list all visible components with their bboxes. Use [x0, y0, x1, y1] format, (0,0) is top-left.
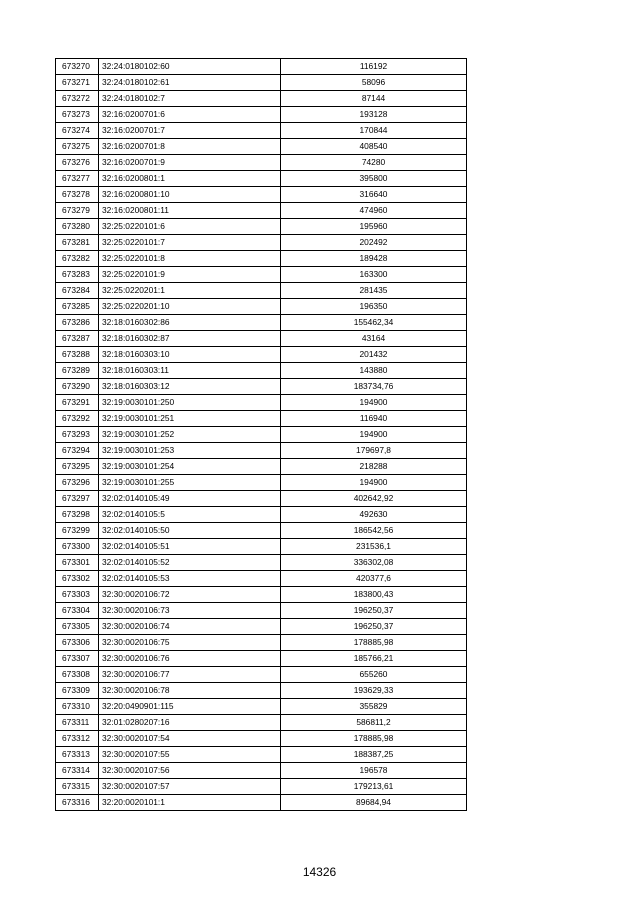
value-cell: 189428 [281, 251, 467, 267]
row-id-cell: 673291 [56, 395, 99, 411]
table-row [56, 619, 467, 635]
row-id-cell: 673278 [56, 187, 99, 203]
row-id-cell: 673280 [56, 219, 99, 235]
table-row [56, 683, 467, 699]
table-row [56, 587, 467, 603]
table-body [56, 59, 467, 811]
table-row [56, 571, 467, 587]
row-id-cell: 673274 [56, 123, 99, 139]
table-row [56, 411, 467, 427]
value-cell: 185766,21 [281, 651, 467, 667]
cadastral-number-cell: 32:19:0030101:250 [99, 395, 281, 411]
row-id-cell: 673298 [56, 507, 99, 523]
cadastral-number-cell: 32:30:0020107:56 [99, 763, 281, 779]
table-row [56, 795, 467, 811]
row-id-cell: 673304 [56, 603, 99, 619]
cadastral-number-cell: 32:02:0140105:53 [99, 571, 281, 587]
value-cell: 395800 [281, 171, 467, 187]
table-row [56, 299, 467, 315]
value-cell: 492630 [281, 507, 467, 523]
value-cell: 201432 [281, 347, 467, 363]
cadastral-number-cell: 32:30:0020106:78 [99, 683, 281, 699]
cadastral-value-table [55, 58, 467, 811]
table-row [56, 763, 467, 779]
table-row [56, 603, 467, 619]
value-cell: 193128 [281, 107, 467, 123]
value-cell: 196578 [281, 763, 467, 779]
value-cell: 183800,43 [281, 587, 467, 603]
table-row [56, 267, 467, 283]
table-row [56, 427, 467, 443]
value-cell: 179213,61 [281, 779, 467, 795]
cadastral-number-cell: 32:30:0020107:54 [99, 731, 281, 747]
cadastral-number-cell: 32:25:0220201:1 [99, 283, 281, 299]
cadastral-number-cell: 32:02:0140105:49 [99, 491, 281, 507]
row-id-cell: 673300 [56, 539, 99, 555]
row-id-cell: 673284 [56, 283, 99, 299]
row-id-cell: 673296 [56, 475, 99, 491]
table-row [56, 219, 467, 235]
cadastral-number-cell: 32:18:0160302:87 [99, 331, 281, 347]
table-row [56, 443, 467, 459]
cadastral-number-cell: 32:30:0020106:75 [99, 635, 281, 651]
value-cell: 402642,92 [281, 491, 467, 507]
cadastral-number-cell: 32:02:0140105:51 [99, 539, 281, 555]
value-cell: 74280 [281, 155, 467, 171]
row-id-cell: 673294 [56, 443, 99, 459]
table-row [56, 155, 467, 171]
table-row [56, 203, 467, 219]
value-cell: 163300 [281, 267, 467, 283]
row-id-cell: 673283 [56, 267, 99, 283]
row-id-cell: 673275 [56, 139, 99, 155]
row-id-cell: 673303 [56, 587, 99, 603]
value-cell: 194900 [281, 475, 467, 491]
row-id-cell: 673308 [56, 667, 99, 683]
table-row [56, 107, 467, 123]
cadastral-number-cell: 32:25:0220101:6 [99, 219, 281, 235]
value-cell: 420377,6 [281, 571, 467, 587]
row-id-cell: 673281 [56, 235, 99, 251]
table-row [56, 555, 467, 571]
value-cell: 586811,2 [281, 715, 467, 731]
table-row [56, 491, 467, 507]
table-row [56, 347, 467, 363]
table-row [56, 187, 467, 203]
table-row [56, 363, 467, 379]
cadastral-number-cell: 32:19:0030101:254 [99, 459, 281, 475]
row-id-cell: 673295 [56, 459, 99, 475]
cadastral-number-cell: 32:18:0160303:12 [99, 379, 281, 395]
value-cell: 655260 [281, 667, 467, 683]
cadastral-number-cell: 32:25:0220201:10 [99, 299, 281, 315]
value-cell: 355829 [281, 699, 467, 715]
cadastral-number-cell: 32:18:0160303:10 [99, 347, 281, 363]
value-cell: 116192 [281, 59, 467, 75]
value-cell: 202492 [281, 235, 467, 251]
row-id-cell: 673289 [56, 363, 99, 379]
value-cell: 43164 [281, 331, 467, 347]
cadastral-number-cell: 32:30:0020106:74 [99, 619, 281, 635]
table-row [56, 91, 467, 107]
value-cell: 336302,08 [281, 555, 467, 571]
table-row [56, 331, 467, 347]
table-row [56, 715, 467, 731]
row-id-cell: 673310 [56, 699, 99, 715]
value-cell: 316640 [281, 187, 467, 203]
table-row [56, 139, 467, 155]
page-number: 14326 [302, 865, 337, 879]
row-id-cell: 673285 [56, 299, 99, 315]
value-cell: 116940 [281, 411, 467, 427]
cadastral-number-cell: 32:02:0140105:52 [99, 555, 281, 571]
table-row [56, 699, 467, 715]
table-row [56, 75, 467, 91]
value-cell: 218288 [281, 459, 467, 475]
cadastral-number-cell: 32:20:0020101:1 [99, 795, 281, 811]
table-row [56, 747, 467, 763]
table-row [56, 395, 467, 411]
value-cell: 170844 [281, 123, 467, 139]
value-cell: 178885,98 [281, 731, 467, 747]
cadastral-number-cell: 32:19:0030101:251 [99, 411, 281, 427]
cadastral-number-cell: 32:18:0160303:11 [99, 363, 281, 379]
value-cell: 193629,33 [281, 683, 467, 699]
row-id-cell: 673315 [56, 779, 99, 795]
cadastral-number-cell: 32:16:0200801:10 [99, 187, 281, 203]
row-id-cell: 673287 [56, 331, 99, 347]
row-id-cell: 673307 [56, 651, 99, 667]
value-cell: 196250,37 [281, 603, 467, 619]
value-cell: 408540 [281, 139, 467, 155]
row-id-cell: 673279 [56, 203, 99, 219]
table-row [56, 379, 467, 395]
row-id-cell: 673313 [56, 747, 99, 763]
row-id-cell: 673316 [56, 795, 99, 811]
row-id-cell: 673271 [56, 75, 99, 91]
value-cell: 155462,34 [281, 315, 467, 331]
value-cell: 196250,37 [281, 619, 467, 635]
table-row [56, 635, 467, 651]
row-id-cell: 673292 [56, 411, 99, 427]
row-id-cell: 673309 [56, 683, 99, 699]
table-row [56, 171, 467, 187]
table-row [56, 251, 467, 267]
row-id-cell: 673290 [56, 379, 99, 395]
row-id-cell: 673297 [56, 491, 99, 507]
row-id-cell: 673286 [56, 315, 99, 331]
value-cell: 87144 [281, 91, 467, 107]
cadastral-number-cell: 32:16:0200701:7 [99, 123, 281, 139]
cadastral-number-cell: 32:02:0140105:50 [99, 523, 281, 539]
table-row [56, 459, 467, 475]
cadastral-number-cell: 32:30:0020106:72 [99, 587, 281, 603]
value-cell: 194900 [281, 427, 467, 443]
row-id-cell: 673272 [56, 91, 99, 107]
cadastral-number-cell: 32:16:0200701:8 [99, 139, 281, 155]
table-row [56, 539, 467, 555]
table-row [56, 283, 467, 299]
row-id-cell: 673270 [56, 59, 99, 75]
cadastral-number-cell: 32:16:0200701:6 [99, 107, 281, 123]
table-row [56, 667, 467, 683]
cadastral-number-cell: 32:16:0200801:1 [99, 171, 281, 187]
row-id-cell: 673306 [56, 635, 99, 651]
cadastral-number-cell: 32:19:0030101:253 [99, 443, 281, 459]
cadastral-number-cell: 32:18:0160302:86 [99, 315, 281, 331]
cadastral-number-cell: 32:20:0490901:115 [99, 699, 281, 715]
cadastral-number-cell: 32:25:0220101:7 [99, 235, 281, 251]
cadastral-number-cell: 32:19:0030101:252 [99, 427, 281, 443]
value-cell: 231536,1 [281, 539, 467, 555]
table-row [56, 731, 467, 747]
cadastral-number-cell: 32:16:0200801:11 [99, 203, 281, 219]
table-row [56, 779, 467, 795]
cadastral-number-cell: 32:30:0020107:57 [99, 779, 281, 795]
row-id-cell: 673282 [56, 251, 99, 267]
cadastral-number-cell: 32:24:0180102:7 [99, 91, 281, 107]
cadastral-number-cell: 32:24:0180102:60 [99, 59, 281, 75]
row-id-cell: 673311 [56, 715, 99, 731]
row-id-cell: 673293 [56, 427, 99, 443]
value-cell: 281435 [281, 283, 467, 299]
cadastral-number-cell: 32:24:0180102:61 [99, 75, 281, 91]
cadastral-number-cell: 32:30:0020107:55 [99, 747, 281, 763]
row-id-cell: 673276 [56, 155, 99, 171]
cadastral-number-cell: 32:30:0020106:76 [99, 651, 281, 667]
cadastral-number-cell: 32:25:0220101:8 [99, 251, 281, 267]
table-row [56, 315, 467, 331]
row-id-cell: 673288 [56, 347, 99, 363]
table-row [56, 523, 467, 539]
value-cell: 474960 [281, 203, 467, 219]
value-cell: 143880 [281, 363, 467, 379]
cadastral-number-cell: 32:25:0220101:9 [99, 267, 281, 283]
value-cell: 178885,98 [281, 635, 467, 651]
table-row [56, 123, 467, 139]
row-id-cell: 673277 [56, 171, 99, 187]
cadastral-number-cell: 32:30:0020106:73 [99, 603, 281, 619]
value-cell: 188387,25 [281, 747, 467, 763]
table-row [56, 651, 467, 667]
value-cell: 179697,8 [281, 443, 467, 459]
value-cell: 196350 [281, 299, 467, 315]
row-id-cell: 673312 [56, 731, 99, 747]
cadastral-number-cell: 32:30:0020106:77 [99, 667, 281, 683]
cadastral-number-cell: 32:01:0280207:16 [99, 715, 281, 731]
cadastral-number-cell: 32:19:0030101:255 [99, 475, 281, 491]
row-id-cell: 673301 [56, 555, 99, 571]
row-id-cell: 673299 [56, 523, 99, 539]
row-id-cell: 673273 [56, 107, 99, 123]
cadastral-number-cell: 32:02:0140105:5 [99, 507, 281, 523]
value-cell: 183734,76 [281, 379, 467, 395]
value-cell: 58096 [281, 75, 467, 91]
table-row [56, 59, 467, 75]
value-cell: 89684,94 [281, 795, 467, 811]
cadastral-number-cell: 32:16:0200701:9 [99, 155, 281, 171]
table-row [56, 235, 467, 251]
value-cell: 194900 [281, 395, 467, 411]
row-id-cell: 673305 [56, 619, 99, 635]
table-row [56, 475, 467, 491]
row-id-cell: 673302 [56, 571, 99, 587]
table-row [56, 507, 467, 523]
value-cell: 195960 [281, 219, 467, 235]
value-cell: 186542,56 [281, 523, 467, 539]
row-id-cell: 673314 [56, 763, 99, 779]
